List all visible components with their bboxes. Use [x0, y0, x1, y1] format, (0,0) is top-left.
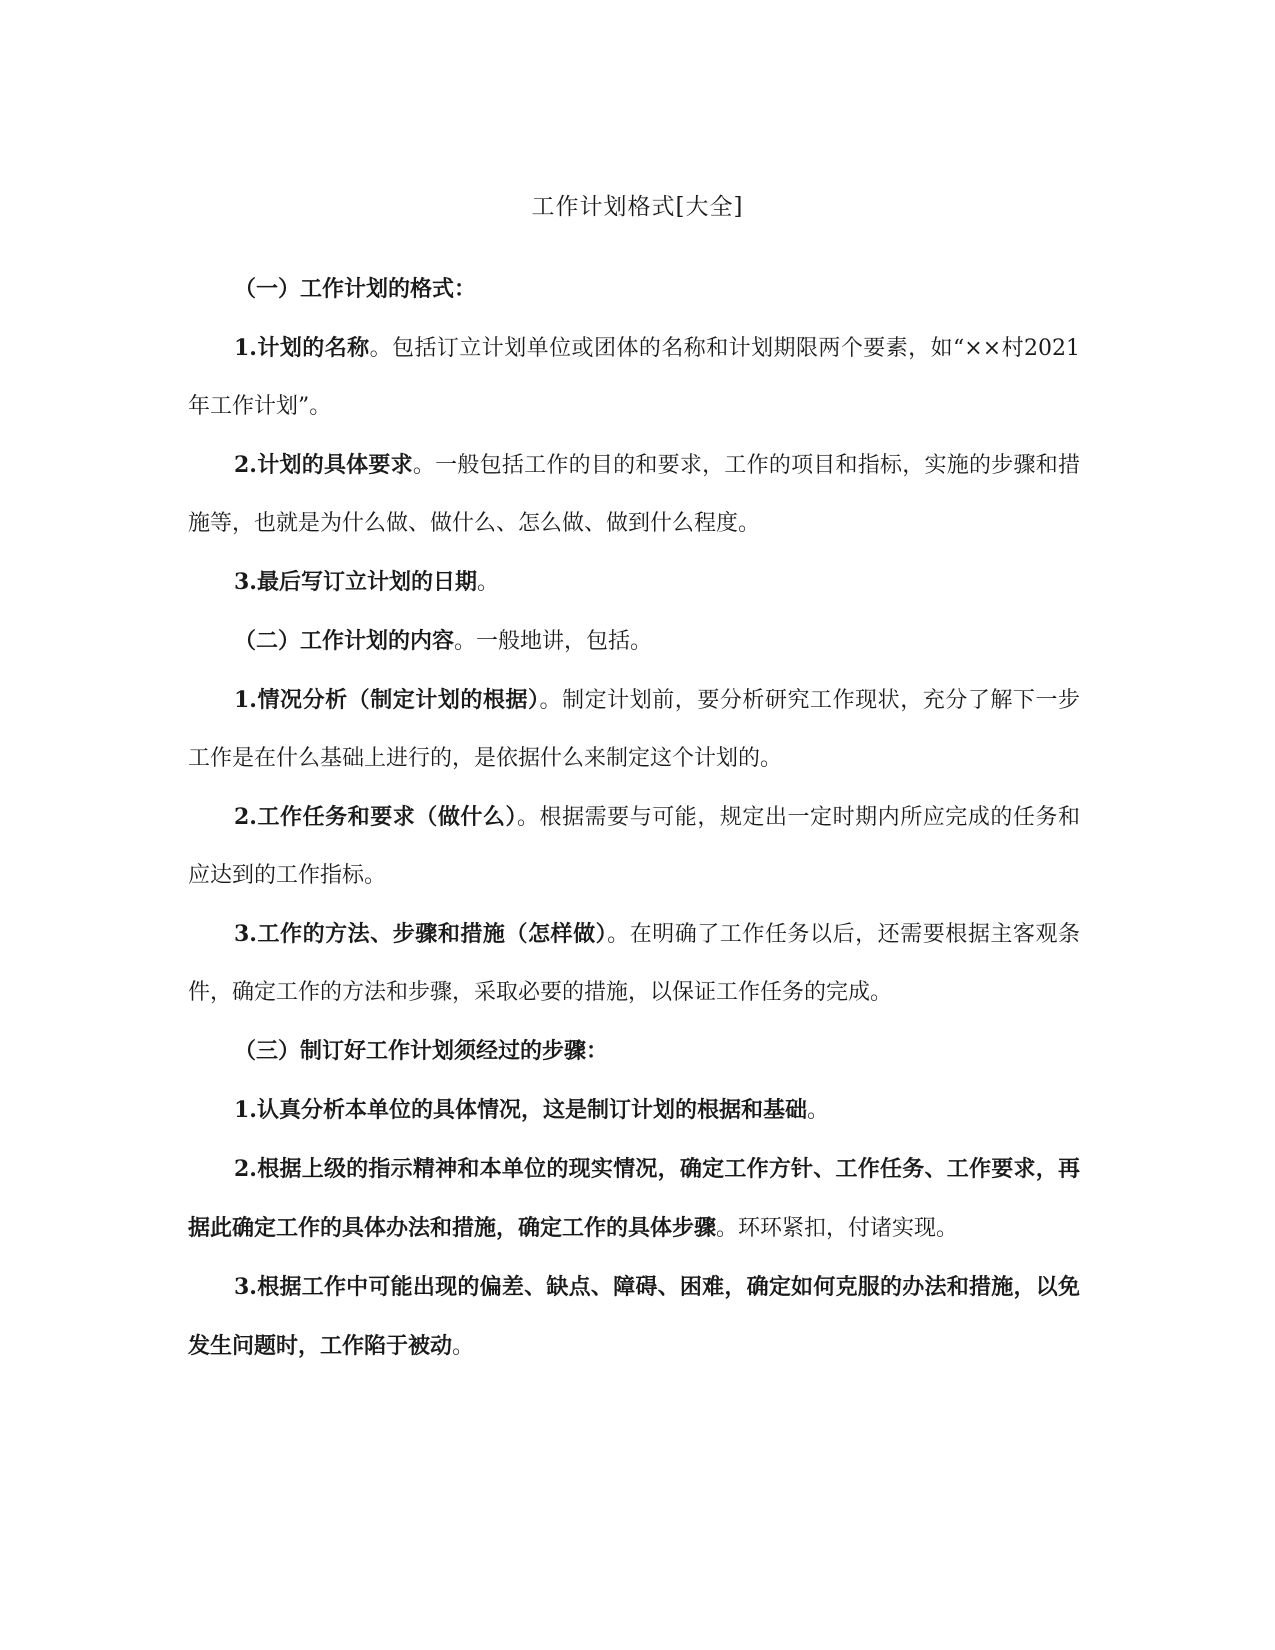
paragraph-7: [188, 788, 1080, 905]
paragraph-heading: 1.认真分析本单位的具体情况，这是制订计划的根据和基础: [234, 1097, 807, 1123]
paragraph-2: [188, 319, 1080, 436]
paragraph-text: 。包括订立计划单位或团体的名称和计划期限两个要素，如“××村2021年工作计划”。: [188, 336, 1081, 419]
paragraph-heading: 3.最后写订立计划的日期: [234, 569, 477, 595]
paragraph-text: 。一般地讲，包括。: [454, 629, 653, 654]
paragraph-5: [188, 612, 1080, 671]
paragraph-text: 。环环紧扣，付诸实现。: [716, 1216, 959, 1241]
paragraph-text: 。根据需要与可能，规定出一定时期内所应完成的任务和应达到的工作指标。: [188, 805, 1081, 888]
paragraph-text: 。制定计划前，要分析研究工作现状，充分了解下一步工作是在什么基础上进行的，是依据什么来制定这个计划的。: [188, 688, 1080, 771]
paragraph-heading: 1.计划的名称: [234, 335, 370, 361]
paragraph-12: [188, 1258, 1080, 1376]
paragraph-heading: 2.根据上级的指示精神和本单位的现实情况，确定工作方针、工作任务、工作要求，再据此确定工作的具体办法和措施，确定工作的具体步骤: [188, 1156, 1080, 1241]
paragraph-text: 。: [452, 1334, 475, 1359]
paragraph-10: [188, 1081, 1080, 1140]
paragraph-11: [188, 1140, 1080, 1258]
paragraph-3: [188, 436, 1080, 553]
paragraph-heading: 3.工作的方法、步骤和措施（怎样做）: [234, 921, 608, 947]
paragraph-heading: 1.情况分析（制定计划的根据）: [234, 687, 540, 713]
paragraph-4: [188, 553, 1080, 612]
document-body: [188, 260, 1080, 1376]
paragraph-text: 。在明确了工作任务以后，还需要根据主客观条件，确定工作的方法和步骤，采取必要的措施，以保证工作任务的完成。: [188, 922, 1080, 1005]
paragraph-text: 。: [806, 1098, 829, 1123]
paragraph-heading: 2.计划的具体要求: [234, 452, 413, 478]
paragraph-heading: 2.工作任务和要求（做什么）: [234, 804, 518, 830]
paragraph-heading: （二）工作计划的内容: [234, 628, 455, 654]
paragraph-heading: （三）制订好工作计划须经过的步骤：: [234, 1038, 609, 1064]
document-title: 工作计划格式[大全]: [531, 194, 744, 220]
paragraph-9: [188, 1022, 1080, 1081]
paragraph-6: [188, 671, 1080, 788]
paragraph-1: [188, 260, 1080, 319]
paragraph-heading: （一）工作计划的格式：: [234, 276, 477, 302]
paragraph-text: 。一般包括工作的目的和要求，工作的项目和指标，实施的步骤和措施等，也就是为什么做、做什么、怎么做、做到什么程度。: [188, 453, 1080, 536]
paragraph-8: [188, 905, 1080, 1022]
paragraph-heading: 3.根据工作中可能出现的偏差、缺点、障碍、困难，确定如何克服的办法和措施，以免发生问题时，工作陷于被动: [188, 1274, 1080, 1359]
paragraph-text: 。: [476, 570, 499, 595]
